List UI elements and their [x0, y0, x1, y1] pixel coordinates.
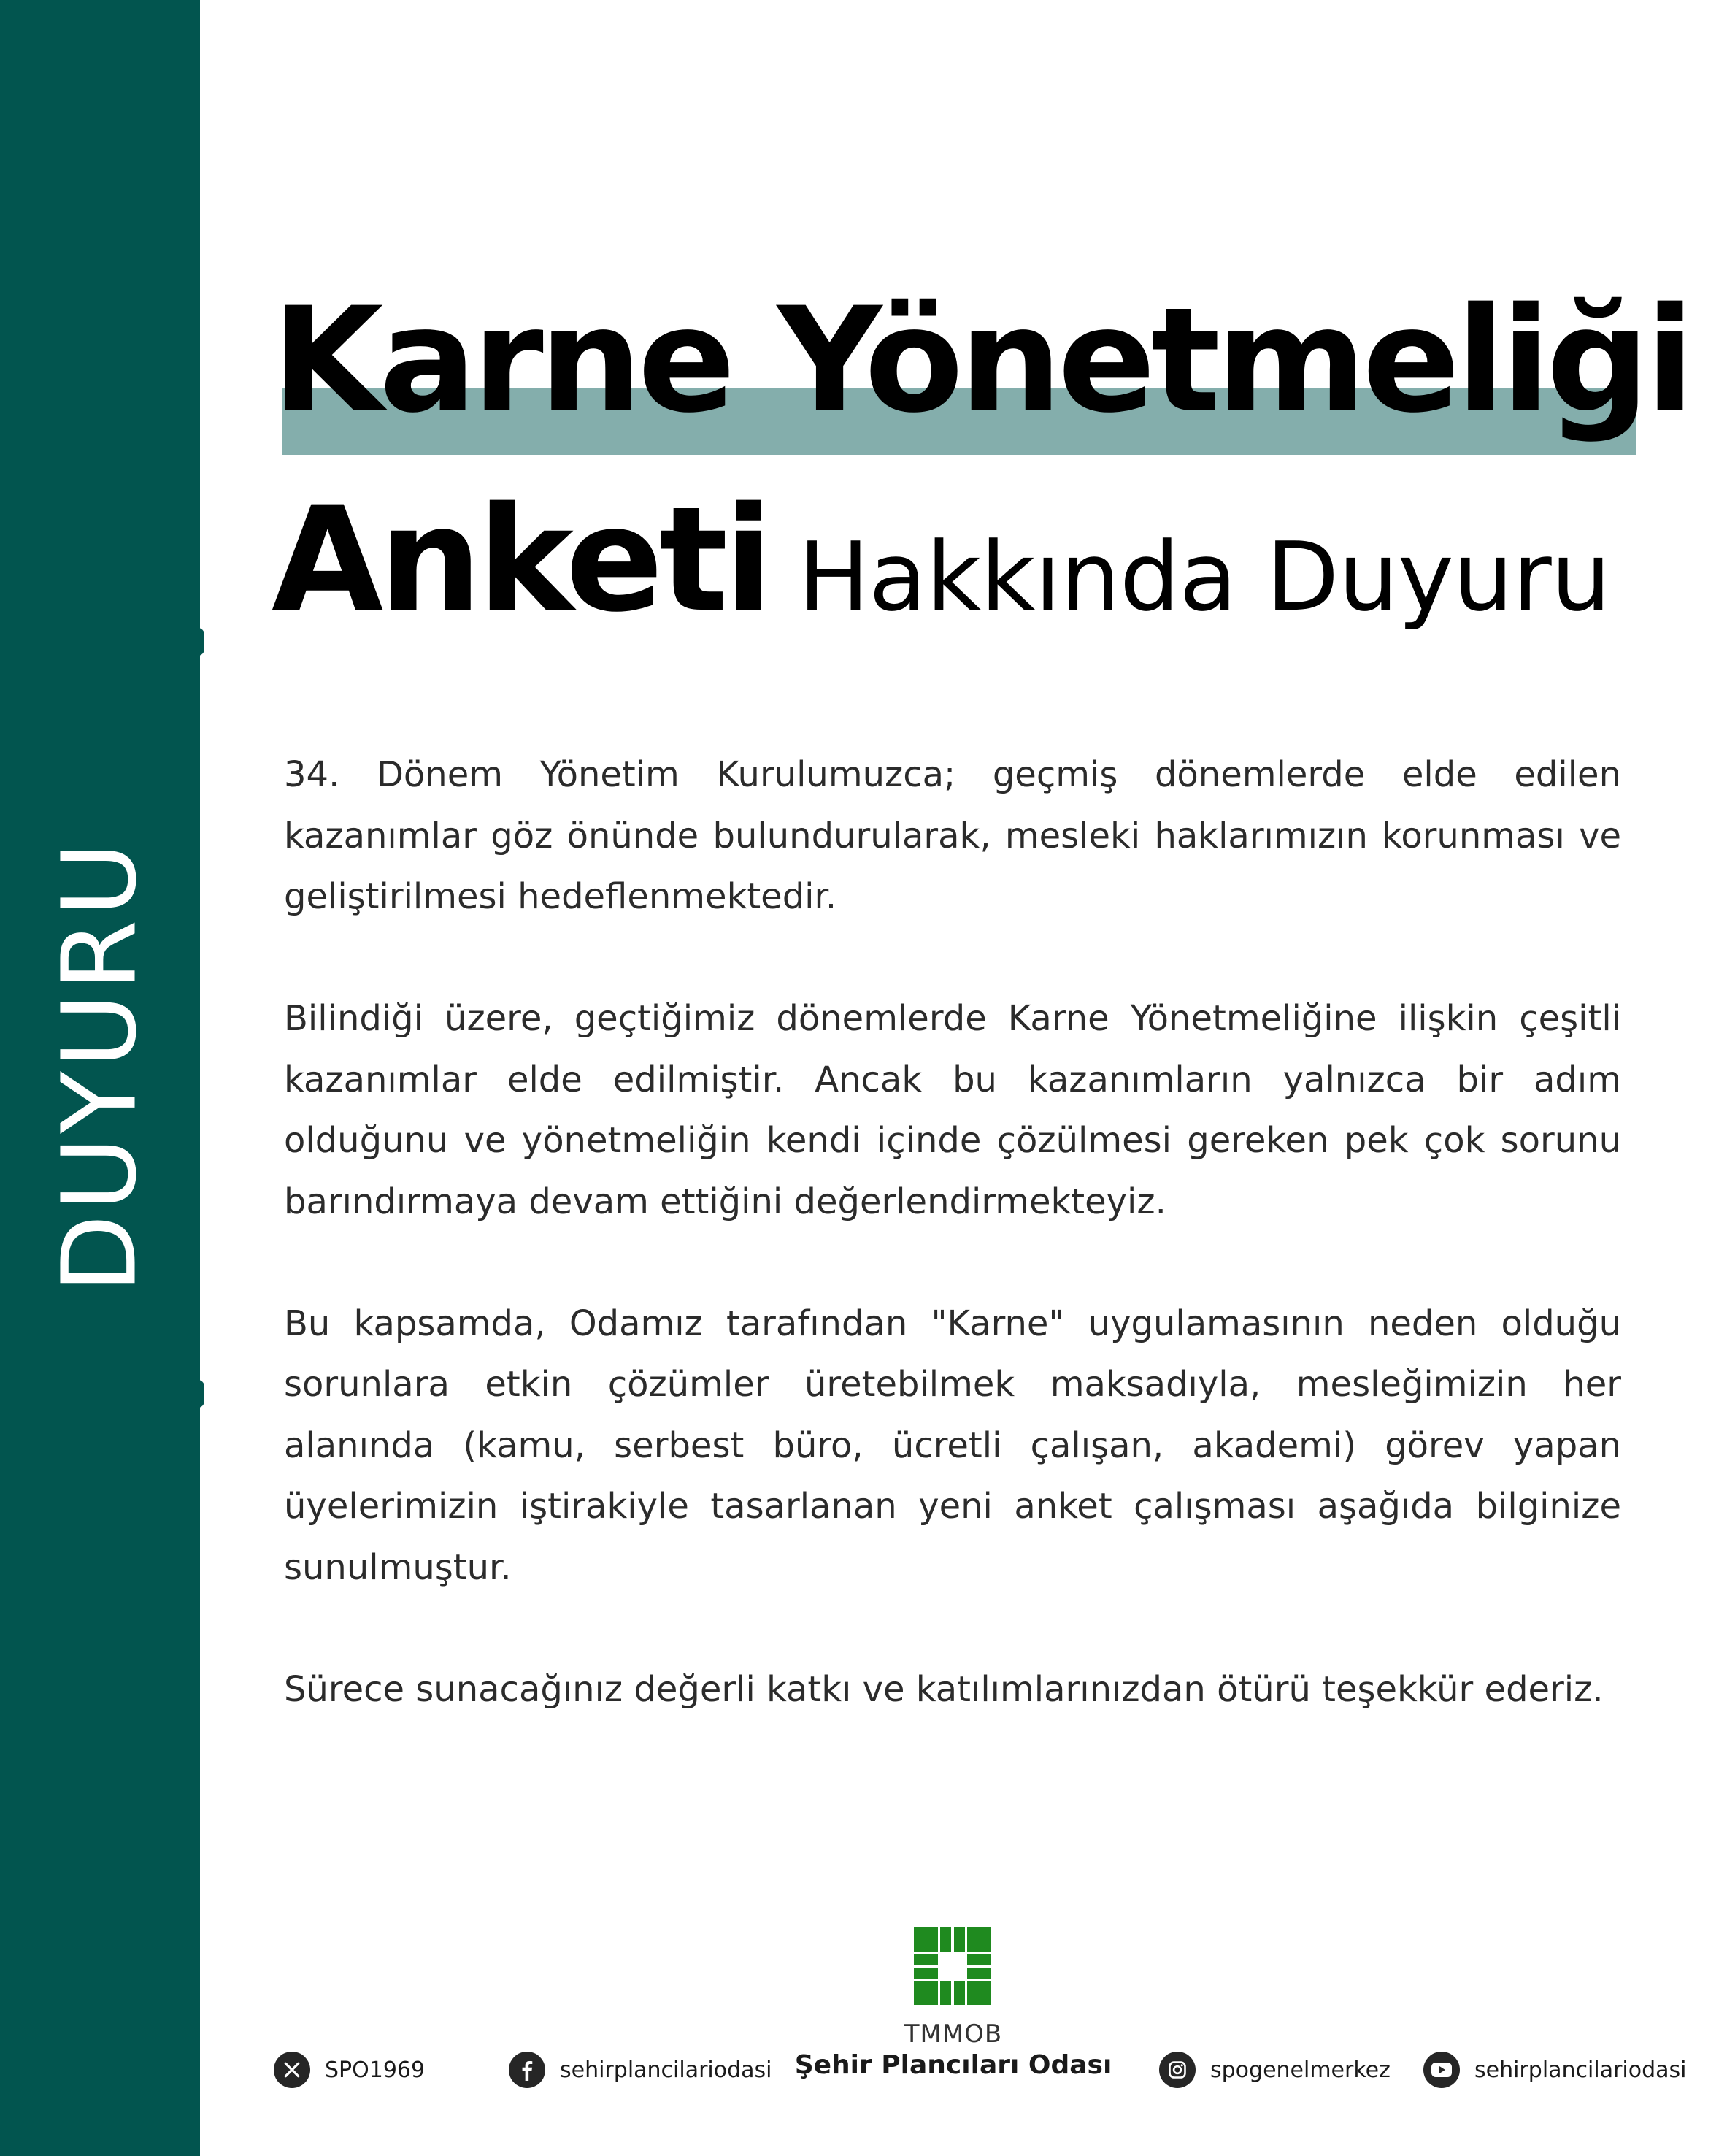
youtube-icon [1423, 2052, 1460, 2088]
sidebar-notch-bottom [191, 1380, 204, 1408]
instagram-icon [1159, 2052, 1196, 2088]
x-icon [274, 2052, 310, 2088]
title-light-words: Hakkında Duyuru [798, 521, 1611, 632]
paragraph-2: Bilindiği üzere, geçtiğimiz dönemlerde Karne Yönetmeliğine ilişkin çeşitli kazanımlar elde edilmiştir. Ancak bu kazanımların yalnızca bir adım olduğunu ve yönetmeliğin kendi içinde çözülmesi gereken pek çok sorunu barındırmaya devam ettiğini değerlendirmekteyiz. [284, 998, 1621, 1222]
paragraph-1: 34. Dönem Yönetim Kurulumuzca; geçmiş dönemlerde elde edilen kazanımlar göz önünde bulundurularak, mesleki haklarımızın korunması ve geliştirilmesi hedeflenmektedir. [284, 754, 1621, 917]
social-x[interactable] [274, 2052, 425, 2088]
title-bold-word: Anketi [272, 475, 769, 644]
page-title-line1: Karne Yönetmeliği [272, 276, 1691, 445]
sidebar-label: DUYURU [40, 838, 160, 1294]
facebook-handle: sehirplancilariodasi [560, 2057, 772, 2083]
instagram-handle: spogenelmerkez [1210, 2057, 1391, 2083]
page-title-line2 [272, 475, 1611, 644]
paragraph-3: Bu kapsamda, Odamız tarafından "Karne" uygulamasının neden olduğu sorunlara etkin çözümler üretebilmek maksadıyla, mesleğimizin her alanında (kamu, serbest büro, ücretli çalışan, akademi) görev yapan üyelerimizin iştirakiyle tasarlanan yeni anket çalışması aşağıda bilginize sunulmuştur. [284, 1303, 1621, 1588]
social-instagram[interactable] [1159, 2052, 1391, 2088]
x-handle: SPO1969 [325, 2057, 426, 2083]
announcement-body [284, 745, 1621, 1781]
sidebar-notch-top [191, 628, 204, 656]
footer [0, 1927, 1727, 2156]
logo-org: TMMOB [904, 2019, 1003, 2049]
social-youtube[interactable] [1423, 2052, 1687, 2088]
logo-name: Şehir Plancıları Odası [794, 2050, 1112, 2080]
social-facebook[interactable] [509, 2052, 772, 2088]
paragraph-4: Sürece sunacağınız değerli katkı ve katılımlarınızdan ötürü teşekkür ederiz. [284, 1668, 1604, 1710]
facebook-icon [509, 2052, 545, 2088]
youtube-handle: sehirplancilariodasi [1474, 2057, 1687, 2083]
spo-logo-icon [914, 1927, 991, 2005]
